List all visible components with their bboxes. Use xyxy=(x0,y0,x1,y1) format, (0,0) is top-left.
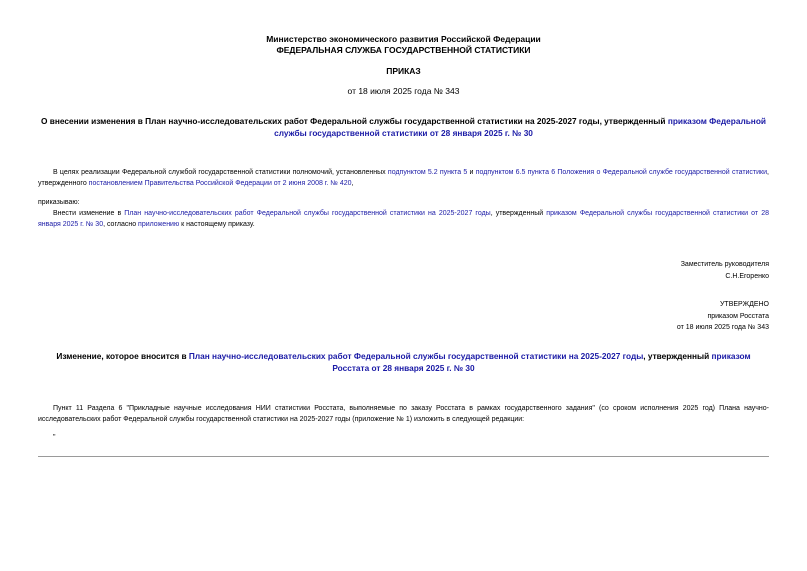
paragraph-authority xyxy=(38,167,769,189)
change-title-text-1: Изменение, которое вносится в xyxy=(56,351,189,361)
para1-text-2: и xyxy=(467,169,476,176)
para2-text-4: к настоящему приказу. xyxy=(179,221,255,228)
document-type: ПРИКАЗ xyxy=(386,66,421,76)
approval-block xyxy=(677,299,769,334)
document-header xyxy=(38,34,769,56)
research-plan-link[interactable]: План научно-исследовательских работ Федеральной службы государственной статистики на 2025-2027 годы xyxy=(124,210,491,217)
signature-block xyxy=(681,259,769,282)
subpoint-5-2-link[interactable]: подпунктом 5.2 пункта 5 xyxy=(387,169,468,176)
ministry-name: Министерство экономического развития Российской Федерации xyxy=(266,34,541,44)
change-paragraph: Пункт 11 Раздела 6 "Прикладные научные исследования НИИ статистики Росстата, выполняемые по заказу Росстата в рамках государственного задания" (со сроком исполнения 2025 год) Плана научно-исследовательских работ Федеральной службы государственной статистики на 2025-2027 годы (приложение № 1) изложить в следующей редакции: xyxy=(38,405,769,423)
government-resolution-link[interactable]: постановлением Правительства Российской Федерации от 2 июня 2008 г. № 420 xyxy=(88,180,352,187)
change-title-text-2: , утвержденный xyxy=(643,351,712,361)
signatory-position: Заместитель руководителя xyxy=(680,261,769,268)
para2-text-2: , утвержденный xyxy=(490,210,547,217)
service-name: ФЕДЕРАЛЬНАЯ СЛУЖБА ГОСУДАРСТВЕННОЙ СТАТИСТИКИ xyxy=(276,45,531,55)
opening-quote: " xyxy=(53,434,56,441)
change-plan-link[interactable]: План научно-исследовательских работ Федеральной службы государственной статистики на 2025-2027 годы xyxy=(188,351,644,361)
signatory-name: С.Н.Егоренко xyxy=(725,272,769,280)
prikazyvayu-text: приказываю: xyxy=(38,199,80,206)
approval-stamp: УТВЕРЖДЕНО xyxy=(719,301,769,308)
document-title xyxy=(38,116,769,139)
para1-text-1: В целях реализации Федеральной службой государственной статистики полномочий, установленных xyxy=(53,169,388,176)
paragraph-amendment xyxy=(38,208,769,230)
appendix-link[interactable]: приложению xyxy=(138,221,180,228)
para2-text-3: , согласно xyxy=(103,221,139,228)
approval-order: приказом Росстата xyxy=(707,312,769,320)
para1-text-4: , xyxy=(351,180,354,187)
title-text: О внесении изменения в План научно-исследовательских работ Федеральной службы государственной статистики на 2025-2027 годы, утвержденный xyxy=(40,116,668,126)
title-order-link[interactable]: приказом Федеральной службы государственной статистики от 28 января 2025 г. № 30 xyxy=(274,116,766,138)
document-date-number: от 18 июля 2025 года № 343 xyxy=(347,86,460,96)
change-title xyxy=(38,351,769,374)
para2-text-1: Внести изменение в xyxy=(53,210,125,217)
order-30-link[interactable]: приказом Федеральной службы государственной статистики от 28 января 2025 г. № 30 xyxy=(38,210,769,228)
horizontal-divider xyxy=(38,456,769,457)
change-order-link[interactable]: приказом Росстата от 28 января 2025 г. № 30 xyxy=(332,351,751,373)
approval-date: от 18 июля 2025 года № 343 xyxy=(676,324,769,331)
para1-text-3: , утвержденного xyxy=(38,169,769,187)
subpoint-6-5-link[interactable]: подпунктом 6.5 пункта 6 Положения о Федеральной службе государственной статистики xyxy=(475,169,768,176)
